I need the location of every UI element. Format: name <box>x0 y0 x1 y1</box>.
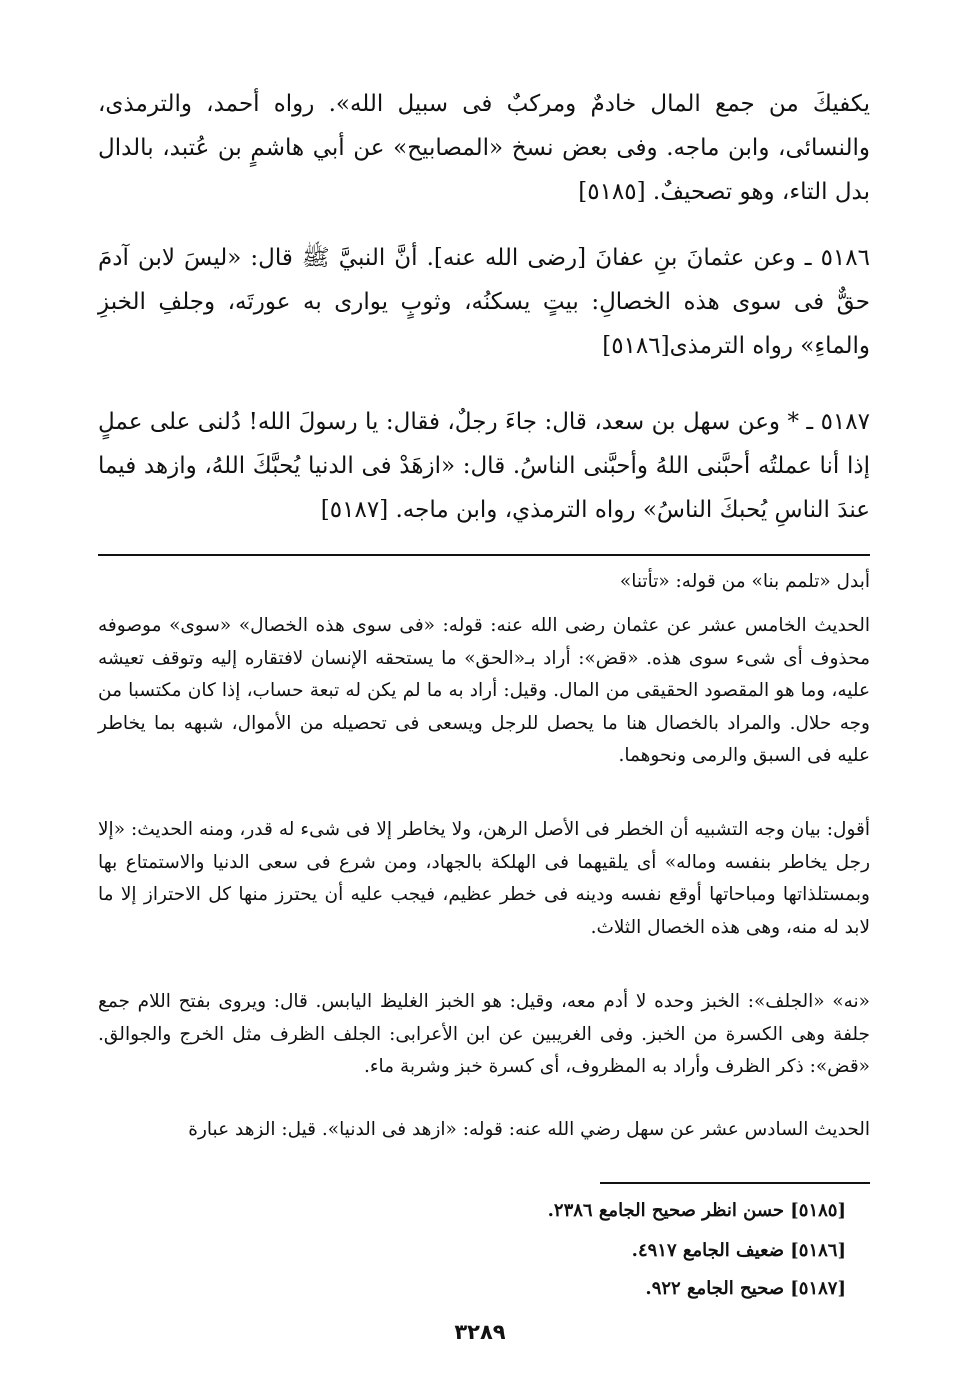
footnote-5187: [٥١٨٧] صحيح الجامع ٩٢٢. <box>645 1278 846 1299</box>
hadith-paragraph-continuation: يكفيكَ من جمع المال خادمٌ ومركبٌ فى سبيل الله». رواه أحمد، والترمذى، والنسائى، وابن ماجه. وفى بعض نسخ «المصابيح» عن أبي هاشمٍ بن عُتبد، بالدال بدل التاء، وهو تصحيفٌ. [٥١٨٥] <box>98 91 870 205</box>
commentary-paragraph-jalf: «نه» «الجلف»: الخبز وحده لا أدم معه، وقيل: هو الخبز الغليظ اليابس. قال: ويروى بفتح اللام جمع جلفة وهى الكسرة من الخبز. وفى الغريبين عن ابن الأعرابى: الجلف الظرف مثل الخرج والجوالق. «قض»: ذكر الظرف وأراد به المظروف، أى كسرة خبز وشربة ماء. <box>98 991 870 1077</box>
commentary-paragraph-15: الحديث الخامس عشر عن عثمان رضى الله عنه: قوله: «فى سوى هذه الخصال» «سوى» موصوفه محذوف أى شىء سوى هذه. «قض»: أراد بـ«الحق» ما يستحقه الإنسان لافتقاره إليه وتوقف تعيشه عليه، وما هو المقصود الحقيقى من المال. وقيل: أراد به ما لم يكن له تبعة حساب، إذا كان مكتسبا من وجه حلال. والمراد بالخصال هنا ما يحصل للرجل ويسعى فى تحصيله من الأموال، شبهه بما يخاطر عليه فى السبق والرمى ونحوهما. <box>98 615 870 766</box>
main-text-divider <box>98 554 870 556</box>
commentary-paragraph-aqool: أقول: بيان وجه التشبيه أن الخطر فى الأصل الرهن، ولا يخاطر إلا فى شىء له قدر، ومنه الحديث: «إلا رجل يخاطر بنفسه وماله» أى يلقيهما فى الهلكة بالجهاد، ومن شرع فى سعى الدنيا والاستمتاع بها وبمستلذاتها ومباحاتها أوقع نفسه ودينه فى خطر عظيم، فيجب عليه أن يحترز منها كل الاحتراز إلا ما لابد له منه، وهى هذه الخصال الثلاث. <box>98 819 870 938</box>
hadith-5187-paragraph: ٥١٨٧ ـ * وعن سهل بن سعد، قال: جاءَ رجلٌ، فقال: يا رسولَ الله! دُلنى على عملٍ إذا أنا عملتُه أحبَّنى اللهُ وأحبَّنى الناسُ. قال: «ازهَدْ فى الدنيا يُحبَّكَ اللهُ، وازهد فيما عندَ الناسِ يُحبكَ الناسُ» رواه الترمذي، وابن ماجه. [٥١٨٧] <box>98 409 870 523</box>
page-number: ٣٢٨٩ <box>454 1320 506 1344</box>
commentary-line-1: أبدل «تلمم بنا» من قوله: «تأتنا» <box>619 571 870 592</box>
footnote-5186: [٥١٨٦] ضعيف الجامع ٤٩١٧. <box>631 1240 846 1261</box>
hadith-5186-paragraph: ٥١٨٦ ـ وعن عثمانَ بنِ عفانَ [رضى الله عنه]. أنَّ النبيَّ ﷺ قال: «ليسَ لابن آدمَ حقٌّ فى سوى هذه الخصالِ: بيتٍ يسكنُه، وثوبٍ يوارى به عورتَه، وجلفِ الخبزِ والماءِ» رواه الترمذى[٥١٨٦] <box>98 245 870 359</box>
footnote-5185: [٥١٨٥] حسن انظر صحيح الجامع ٢٣٨٦. <box>547 1200 846 1221</box>
footnote-divider <box>600 1182 870 1184</box>
commentary-paragraph-16: الحديث السادس عشر عن سهل رضي الله عنه: قوله: «ازهد فى الدنيا». قيل: الزهد عبارة <box>188 1119 870 1140</box>
